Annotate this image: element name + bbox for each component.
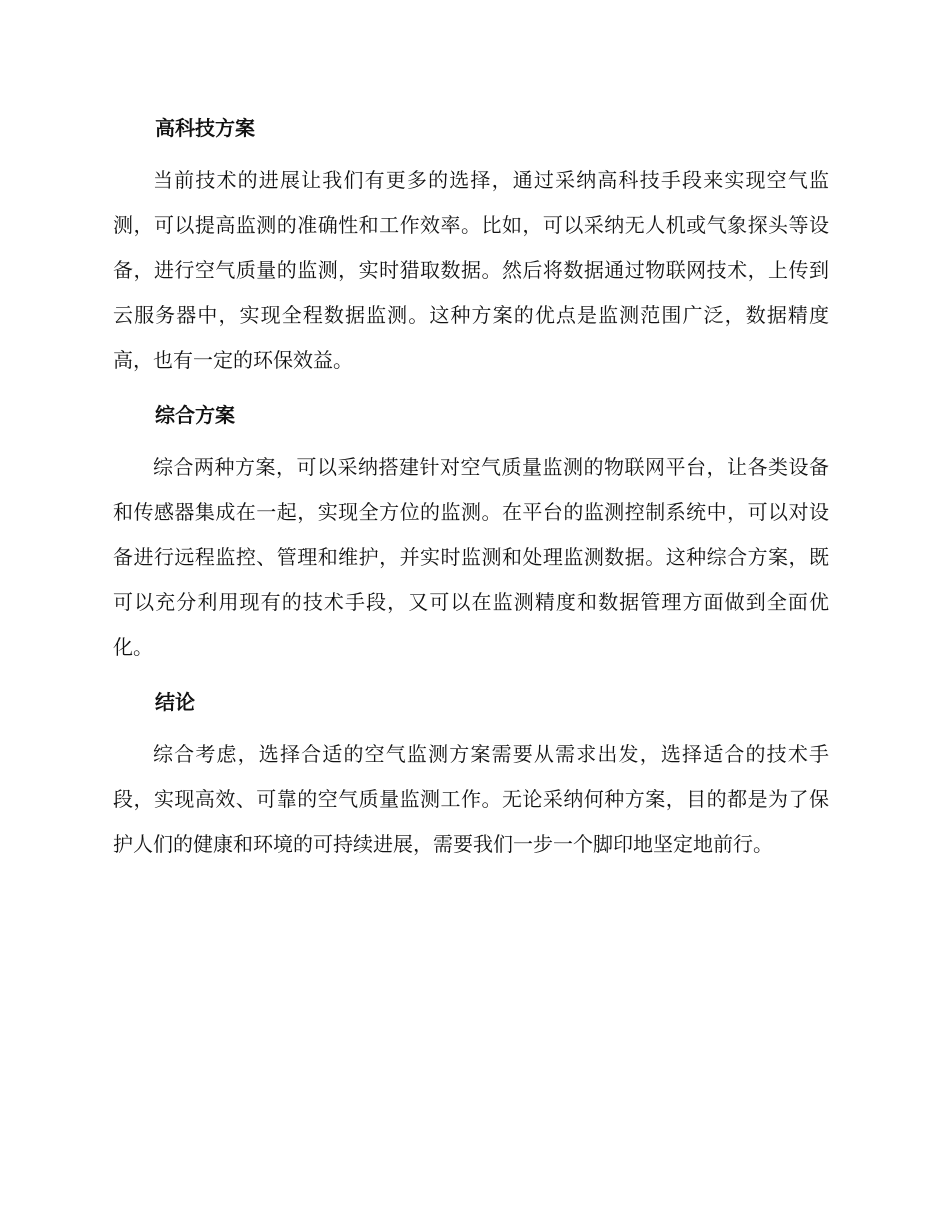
section-paragraph-integrated: 综合两种方案，可以采纳搭建针对空气质量监测的物联网平台，让各类设备和传感器集成在一起，实现全方位的监测。在平台的监测控制系统中，可以对设备进行远程监控、管理和维护，并实时监测和处理监测数据。这种综合方案，既可以充分利用现有的技术手段，又可以在监测精度和数据管理方面做到全面优化。 xyxy=(113,455,829,659)
section-heading-conclusion: 结论 xyxy=(155,690,195,714)
section-heading-high-tech: 高科技方案 xyxy=(155,116,255,140)
document-body xyxy=(113,110,829,881)
section-paragraph-conclusion: 综合考虑，选择合适的空气监测方案需要从需求出发，选择适合的技术手段，实现高效、可靠的空气质量监测工作。无论采纳何种方案，目的都是为了保护人们的健康和环境的可持续进展，需要我们一步一个脚印地坚定地前行。 xyxy=(113,742,829,856)
section-heading-integrated: 综合方案 xyxy=(155,403,235,427)
section-paragraph-high-tech: 当前技术的进展让我们有更多的选择，通过采纳高科技手段来实现空气监测，可以提高监测的准确性和工作效率。比如，可以采纳无人机或气象探头等设备，进行空气质量的监测，实时猎取数据。然后将数据通过物联网技术，上传到云服务器中，实现全程数据监测。这种方案的优点是监测范围广泛，数据精度高，也有一定的环保效益。 xyxy=(113,168,829,372)
